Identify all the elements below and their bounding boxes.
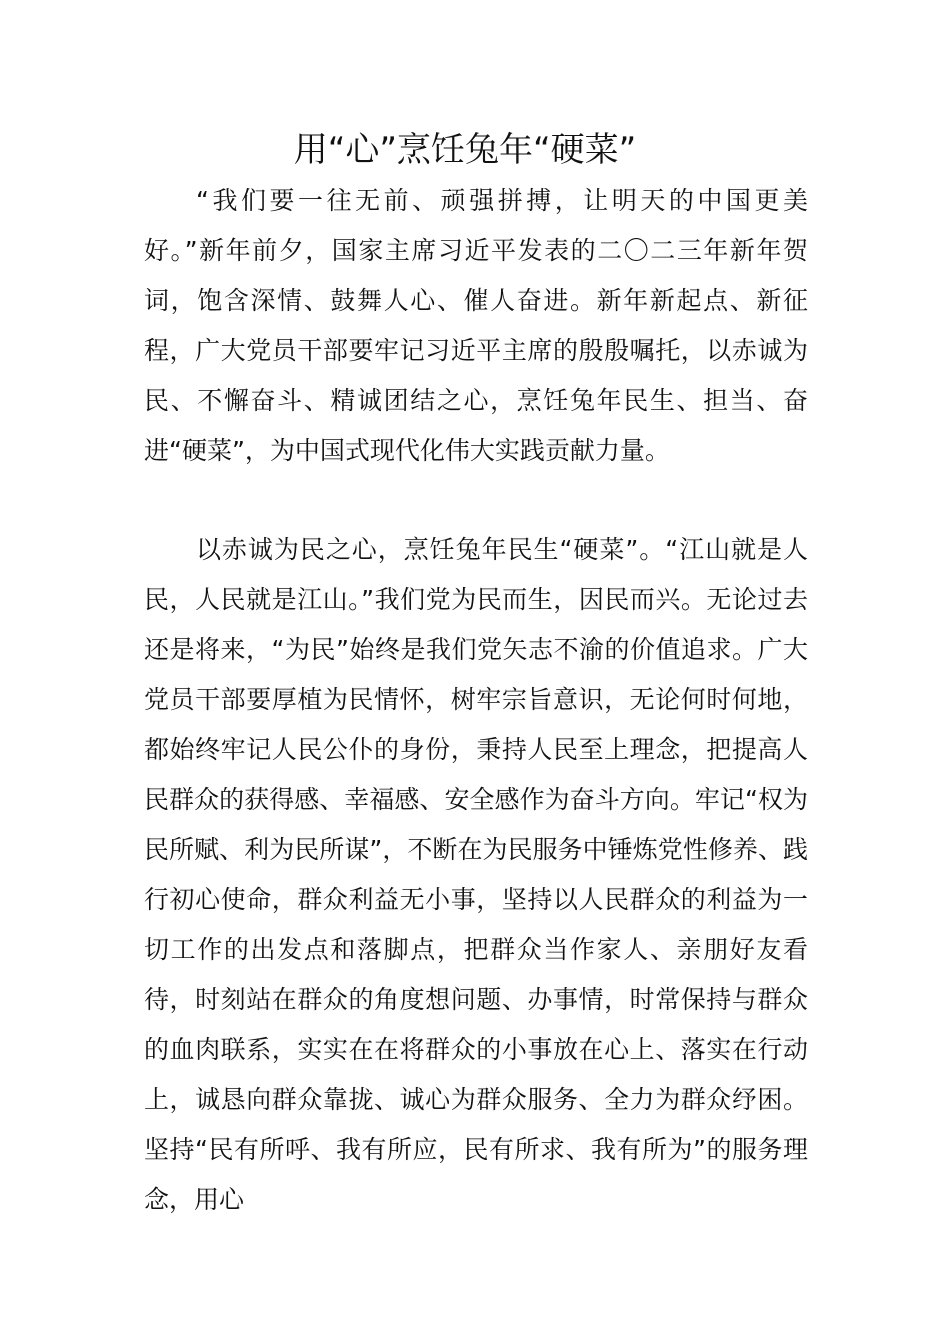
paragraph-2: 以赤诚为民之心，烹饪兔年民生“硬菜”。“江山就是人民，人民就是江山。”我们党为民而生，因民而兴。无论过去还是将来，“为民”始终是我们党矢志不渝的价值追求。广大党员干部要厚植为民情怀，树牢宗旨意识，无论何时何地，都始终牢记人民公仆的身份，秉持人民至上理念，把提高人民群众的获得感、幸福感、安全感作为奋斗方向。牢记“权为民所赋、利为民所谋”，不断在为民服务中锤炼党性修养、践行初心使命，群众利益无小事，坚持以人民群众的利益为一切工作的出发点和落脚点，把群众当作家人、亲朋好友看待，时刻站在群众的角度想问题、办事情，时常保持与群众的血肉联系，实实在在将群众的小事放在心上、落实在行动上，诚恳向群众靠拢、诚心为群众服务、全力为群众纾困。坚持“民有所呼、我有所应，民有所求、我有所为”的服务理念，用心 (144, 535, 808, 1214)
paragraph-1: “我们要一往无前、顽强拼搏，让明天的中国更美好。”新年前夕，国家主席习近平发表的二〇二三年新年贺词，饱含深情、鼓舞人心、催人奋进。新年新起点、新征程，广大党员干部要牢记习近平主席的殷殷嘱托，以赤诚为民、不懈奋斗、精诚团结之心，烹饪兔年民生、担当、奋进“硬菜”，为中国式现代化伟大实践贡献力量。 (144, 186, 808, 465)
document-title: 用“心”烹饪兔年“硬菜” (293, 130, 637, 170)
